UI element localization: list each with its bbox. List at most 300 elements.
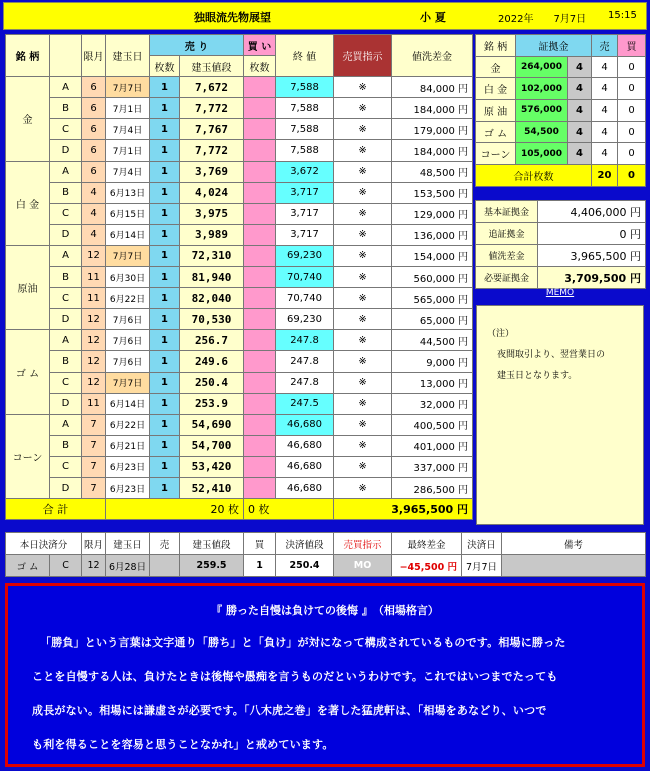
memo-link[interactable]: MEMO [545, 288, 575, 298]
col-buy: 買 い [244, 35, 276, 56]
sell-count: 1 [150, 224, 180, 245]
diff-amount: 84,000 円 [392, 77, 473, 98]
settle-col-date: 建玉日 [106, 533, 150, 555]
fund-row [476, 201, 646, 223]
col-buy-count: 枚数 [244, 56, 276, 77]
margin-brand: コーン [476, 143, 516, 165]
settle-final: −45,500 円 [392, 555, 462, 577]
group-letter: C [50, 119, 82, 140]
buy-count [244, 119, 276, 140]
buy-count [244, 267, 276, 288]
settle-col-settle-date: 決済日 [462, 533, 502, 555]
close-price: 70,740 [276, 267, 334, 288]
memo-note-title: （注） [487, 329, 515, 339]
group-letter: D [50, 393, 82, 414]
sell-price: 81,940 [180, 267, 244, 288]
group-letter: C [50, 456, 82, 477]
limit-month: 6 [82, 98, 106, 119]
group-letter: A [50, 161, 82, 182]
limit-month: 11 [82, 393, 106, 414]
group-letter: D [50, 309, 82, 330]
settle-group: C [50, 555, 82, 577]
sell-count: 1 [150, 309, 180, 330]
buy-count [244, 140, 276, 161]
close-price: 69,230 [276, 309, 334, 330]
instruction: ※ [334, 224, 392, 245]
commodity-name: 白 金 [6, 161, 50, 245]
limit-month: 6 [82, 140, 106, 161]
group-letter: B [50, 351, 82, 372]
group-letter: A [50, 330, 82, 351]
buy-count [244, 414, 276, 435]
margin-row [476, 100, 646, 122]
sell-count: 1 [150, 372, 180, 393]
sell-count: 1 [150, 330, 180, 351]
instruction: ※ [334, 140, 392, 161]
settle-col-today: 本日決済分 [6, 533, 82, 555]
diff-amount: 65,000 円 [392, 309, 473, 330]
sell-count: 1 [150, 435, 180, 456]
time-display: 15:15 [608, 10, 637, 21]
fund-row [476, 267, 646, 289]
fund-label: 追証拠金 [476, 223, 538, 245]
margin-row [476, 143, 646, 165]
sell-count: 1 [150, 119, 180, 140]
limit-month: 6 [82, 77, 106, 98]
instruction: ※ [334, 203, 392, 224]
app-title: 独眼流先物展望 [194, 11, 271, 24]
margin-amount: 576,000 [516, 100, 568, 122]
margin-brand: 金 [476, 56, 516, 78]
fund-value: 3,965,500 円 [538, 245, 646, 267]
open-date: 7月7日 [106, 245, 150, 266]
diff-amount: 153,500 円 [392, 182, 473, 203]
buy-count [244, 98, 276, 119]
settle-settle-price: 250.4 [276, 555, 334, 577]
col-group-spacer [50, 35, 82, 77]
settle-col-final: 最終差金 [392, 533, 462, 555]
instruction: ※ [334, 288, 392, 309]
diff-amount: 565,000 円 [392, 288, 473, 309]
total-diff: 3,965,500 円 [334, 499, 473, 520]
position-row [6, 77, 473, 98]
settle-date: 6月28日 [106, 555, 150, 577]
position-row [6, 477, 473, 498]
season-label: 小 夏 [420, 11, 446, 24]
position-row [6, 245, 473, 266]
limit-month: 7 [82, 414, 106, 435]
group-letter: C [50, 203, 82, 224]
margin-brand: ゴ ム [476, 121, 516, 143]
position-row [6, 203, 473, 224]
settle-col-buy: 買 [244, 533, 276, 555]
diff-amount: 337,000 円 [392, 456, 473, 477]
open-date: 6月14日 [106, 393, 150, 414]
instruction: ※ [334, 351, 392, 372]
margin-buy: 0 [618, 143, 646, 165]
margin-sell: 4 [592, 56, 618, 78]
close-price: 247.8 [276, 351, 334, 372]
position-row [6, 119, 473, 140]
limit-month: 4 [82, 182, 106, 203]
close-price: 46,680 [276, 456, 334, 477]
limit-month: 4 [82, 224, 106, 245]
sell-price: 249.6 [180, 351, 244, 372]
positions-table [5, 34, 473, 520]
open-date: 7月7日 [106, 77, 150, 98]
group-letter: D [50, 477, 82, 498]
open-date: 6月23日 [106, 477, 150, 498]
margin-table [475, 34, 646, 187]
sell-count: 1 [150, 288, 180, 309]
proverb-panel [5, 583, 645, 767]
buy-count [244, 161, 276, 182]
margin-sell: 4 [592, 121, 618, 143]
settle-col-price: 建玉値段 [180, 533, 244, 555]
instruction: ※ [334, 182, 392, 203]
margin-lots: 4 [568, 78, 592, 100]
settle-col-limit: 限月 [82, 533, 106, 555]
sell-count: 1 [150, 77, 180, 98]
limit-month: 12 [82, 330, 106, 351]
diff-amount: 32,000 円 [392, 393, 473, 414]
commodity-name: コーン [6, 414, 50, 498]
group-letter: D [50, 224, 82, 245]
commodity-name: 金 [6, 77, 50, 161]
diff-amount: 401,000 円 [392, 435, 473, 456]
limit-month: 12 [82, 351, 106, 372]
group-letter: D [50, 140, 82, 161]
diff-amount: 286,500 円 [392, 477, 473, 498]
sell-count: 1 [150, 477, 180, 498]
col-instruction: 売買指示 [334, 35, 392, 77]
memo-line-1: 夜間取引より、翌営業日の [497, 350, 606, 360]
open-date: 7月1日 [106, 98, 150, 119]
open-date: 6月13日 [106, 182, 150, 203]
open-date: 7月7日 [106, 372, 150, 393]
margin-sum-buy: 0 [618, 165, 646, 187]
settle-name: ゴ ム [6, 555, 50, 577]
position-row [6, 435, 473, 456]
fund-value: 0 円 [538, 223, 646, 245]
position-row [6, 456, 473, 477]
sell-count: 1 [150, 182, 180, 203]
close-price: 7,588 [276, 119, 334, 140]
instruction: ※ [334, 435, 392, 456]
position-row [6, 414, 473, 435]
margin-lots: 4 [568, 121, 592, 143]
close-price: 46,680 [276, 435, 334, 456]
sell-price: 7,772 [180, 98, 244, 119]
proverb-title: 『 勝った自慢は負けての後悔 』 （相場格言） [211, 604, 439, 617]
open-date: 6月14日 [106, 224, 150, 245]
fund-label: 基本証拠金 [476, 201, 538, 223]
limit-month: 11 [82, 267, 106, 288]
proverb-line-2: ことを自慢する人は、負けたときは後悔や愚痴を言うものだというわけです。これではいつまでたっても [32, 670, 558, 683]
col-limit: 限月 [82, 35, 106, 77]
group-letter: A [50, 414, 82, 435]
position-row [6, 309, 473, 330]
col-brand: 銘 柄 [6, 35, 50, 77]
open-date: 6月21日 [106, 435, 150, 456]
buy-count [244, 393, 276, 414]
margin-buy: 0 [618, 56, 646, 78]
total-row [6, 499, 473, 520]
margin-sell: 4 [592, 143, 618, 165]
margin-row [476, 121, 646, 143]
open-date: 7月6日 [106, 309, 150, 330]
fund-value: 3,709,500 円 [538, 267, 646, 289]
group-letter: B [50, 98, 82, 119]
buy-count [244, 435, 276, 456]
settle-sell [150, 555, 180, 577]
fund-label: 値洗差金 [476, 245, 538, 267]
margin-col-buy: 買 [618, 35, 646, 57]
memo-line-2: 建玉日となります。 [497, 371, 578, 381]
instruction: ※ [334, 267, 392, 288]
close-price: 247.5 [276, 393, 334, 414]
sell-price: 250.4 [180, 372, 244, 393]
margin-lots: 4 [568, 100, 592, 122]
sell-price: 7,772 [180, 140, 244, 161]
settle-col-instruction: 売買指示 [334, 533, 392, 555]
margin-sell: 4 [592, 78, 618, 100]
instruction: ※ [334, 330, 392, 351]
close-price: 3,717 [276, 224, 334, 245]
position-row [6, 98, 473, 119]
memo-panel [476, 305, 644, 525]
proverb-line-1: 「勝負」という言葉は文字通り「勝ち」と「負け」が対になって構成されているものです。相場に勝った [40, 636, 566, 649]
close-price: 3,717 [276, 182, 334, 203]
commodity-name: ゴ ム [6, 330, 50, 414]
settle-col-settle-price: 決済値段 [276, 533, 334, 555]
open-date: 6月22日 [106, 414, 150, 435]
total-label: 合 計 [6, 499, 106, 520]
open-date: 7月1日 [106, 140, 150, 161]
diff-amount: 560,000 円 [392, 267, 473, 288]
diff-amount: 184,000 円 [392, 140, 473, 161]
open-date: 7月4日 [106, 161, 150, 182]
margin-row [476, 56, 646, 78]
margin-brand: 白 金 [476, 78, 516, 100]
sell-count: 1 [150, 140, 180, 161]
margin-sum-label: 合計枚数 [476, 165, 592, 187]
close-price: 46,680 [276, 477, 334, 498]
instruction: ※ [334, 414, 392, 435]
limit-month: 12 [82, 372, 106, 393]
instruction: ※ [334, 456, 392, 477]
sell-count: 1 [150, 393, 180, 414]
settlement-table [5, 532, 646, 577]
instruction: ※ [334, 77, 392, 98]
col-sell-price: 建玉値段 [180, 56, 244, 77]
sell-price: 7,672 [180, 77, 244, 98]
position-row [6, 393, 473, 414]
margin-buy: 0 [618, 100, 646, 122]
close-price: 7,588 [276, 140, 334, 161]
margin-col-amount: 証拠金 [516, 35, 592, 57]
sell-price: 253.9 [180, 393, 244, 414]
instruction: ※ [334, 161, 392, 182]
limit-month: 7 [82, 456, 106, 477]
close-price: 69,230 [276, 245, 334, 266]
margin-lots: 4 [568, 143, 592, 165]
diff-amount: 9,000 円 [392, 351, 473, 372]
fund-row [476, 223, 646, 245]
instruction: ※ [334, 477, 392, 498]
margin-buy: 0 [618, 78, 646, 100]
diff-amount: 184,000 円 [392, 98, 473, 119]
sell-count: 1 [150, 98, 180, 119]
position-row [6, 224, 473, 245]
margin-buy: 0 [618, 121, 646, 143]
margin-row [476, 78, 646, 100]
buy-count [244, 245, 276, 266]
settle-buy: 1 [244, 555, 276, 577]
position-row [6, 351, 473, 372]
sell-count: 1 [150, 414, 180, 435]
sell-price: 4,024 [180, 182, 244, 203]
sell-price: 3,975 [180, 203, 244, 224]
close-price: 3,717 [276, 203, 334, 224]
sell-price: 256.7 [180, 330, 244, 351]
margin-sum-row [476, 165, 646, 187]
limit-month: 12 [82, 309, 106, 330]
sell-price: 54,690 [180, 414, 244, 435]
sell-price: 7,767 [180, 119, 244, 140]
settle-note [502, 555, 646, 577]
buy-count [244, 309, 276, 330]
buy-count [244, 224, 276, 245]
sell-count: 1 [150, 203, 180, 224]
group-letter: C [50, 288, 82, 309]
instruction: ※ [334, 98, 392, 119]
col-open-date: 建玉日 [106, 35, 150, 77]
margin-brand: 原 油 [476, 100, 516, 122]
open-date: 6月23日 [106, 456, 150, 477]
position-row [6, 161, 473, 182]
diff-amount: 154,000 円 [392, 245, 473, 266]
commodity-name: 原油 [6, 245, 50, 329]
open-date: 7月6日 [106, 330, 150, 351]
sell-count: 1 [150, 245, 180, 266]
sell-price: 3,769 [180, 161, 244, 182]
col-diff: 値洗差金 [392, 35, 473, 77]
position-row [6, 267, 473, 288]
margin-lots: 4 [568, 56, 592, 78]
open-date: 6月15日 [106, 203, 150, 224]
buy-count [244, 330, 276, 351]
date-display: 2022年 7月7日 [498, 14, 587, 25]
col-sell: 売 り [150, 35, 244, 56]
buy-count [244, 77, 276, 98]
buy-count [244, 288, 276, 309]
buy-count [244, 477, 276, 498]
sell-count: 1 [150, 161, 180, 182]
margin-col-sell: 売 [592, 35, 618, 57]
open-date: 6月30日 [106, 267, 150, 288]
close-price: 3,672 [276, 161, 334, 182]
limit-month: 6 [82, 161, 106, 182]
diff-amount: 44,500 円 [392, 330, 473, 351]
diff-amount: 136,000 円 [392, 224, 473, 245]
fund-row [476, 245, 646, 267]
funds-table [475, 200, 646, 289]
group-letter: B [50, 182, 82, 203]
col-sell-count: 枚数 [150, 56, 180, 77]
margin-amount: 54,500 [516, 121, 568, 143]
margin-amount: 105,000 [516, 143, 568, 165]
close-price: 247.8 [276, 330, 334, 351]
group-letter: A [50, 77, 82, 98]
open-date: 6月22日 [106, 288, 150, 309]
settle-price: 259.5 [180, 555, 244, 577]
buy-count [244, 372, 276, 393]
diff-amount: 400,500 円 [392, 414, 473, 435]
settle-row [6, 555, 646, 577]
close-price: 70,740 [276, 288, 334, 309]
settle-col-sell: 売 [150, 533, 180, 555]
group-letter: A [50, 245, 82, 266]
margin-amount: 264,000 [516, 56, 568, 78]
position-row [6, 182, 473, 203]
sell-price: 54,700 [180, 435, 244, 456]
limit-month: 4 [82, 203, 106, 224]
proverb-line-3: 成長がない。相場には謙虚さが必要です。「八木虎之巻」を著した猛虎軒は、「相場をあなどり、いつで [32, 704, 547, 717]
fund-label: 必要証拠金 [476, 267, 538, 289]
sell-price: 53,420 [180, 456, 244, 477]
margin-sum-sell: 20 [592, 165, 618, 187]
total-sell-count: 20 枚 [106, 499, 244, 520]
settle-settle-date: 7月7日 [462, 555, 502, 577]
instruction: ※ [334, 245, 392, 266]
close-price: 7,588 [276, 77, 334, 98]
settle-instruction: MO [334, 555, 392, 577]
sell-price: 70,530 [180, 309, 244, 330]
margin-col-brand: 銘 柄 [476, 35, 516, 57]
limit-month: 7 [82, 435, 106, 456]
sell-count: 1 [150, 351, 180, 372]
limit-month: 7 [82, 477, 106, 498]
limit-month: 6 [82, 119, 106, 140]
top-header-bar [3, 2, 647, 30]
position-row [6, 288, 473, 309]
sell-price: 52,410 [180, 477, 244, 498]
instruction: ※ [334, 372, 392, 393]
total-buy-count: 0 枚 [244, 499, 334, 520]
sell-price: 82,040 [180, 288, 244, 309]
close-price: 46,680 [276, 414, 334, 435]
margin-amount: 102,000 [516, 78, 568, 100]
position-row [6, 372, 473, 393]
settle-col-note: 備考 [502, 533, 646, 555]
proverb-line-4: も利を得ることを容易と思うことなかれ」と戒めています。 [32, 738, 334, 751]
buy-count [244, 182, 276, 203]
diff-amount: 13,000 円 [392, 372, 473, 393]
limit-month: 11 [82, 288, 106, 309]
buy-count [244, 351, 276, 372]
settle-limit: 12 [82, 555, 106, 577]
close-price: 247.8 [276, 372, 334, 393]
sell-count: 1 [150, 456, 180, 477]
sell-price: 3,989 [180, 224, 244, 245]
diff-amount: 129,000 円 [392, 203, 473, 224]
sell-price: 72,310 [180, 245, 244, 266]
sell-count: 1 [150, 267, 180, 288]
buy-count [244, 203, 276, 224]
margin-sell: 4 [592, 100, 618, 122]
group-letter: B [50, 435, 82, 456]
